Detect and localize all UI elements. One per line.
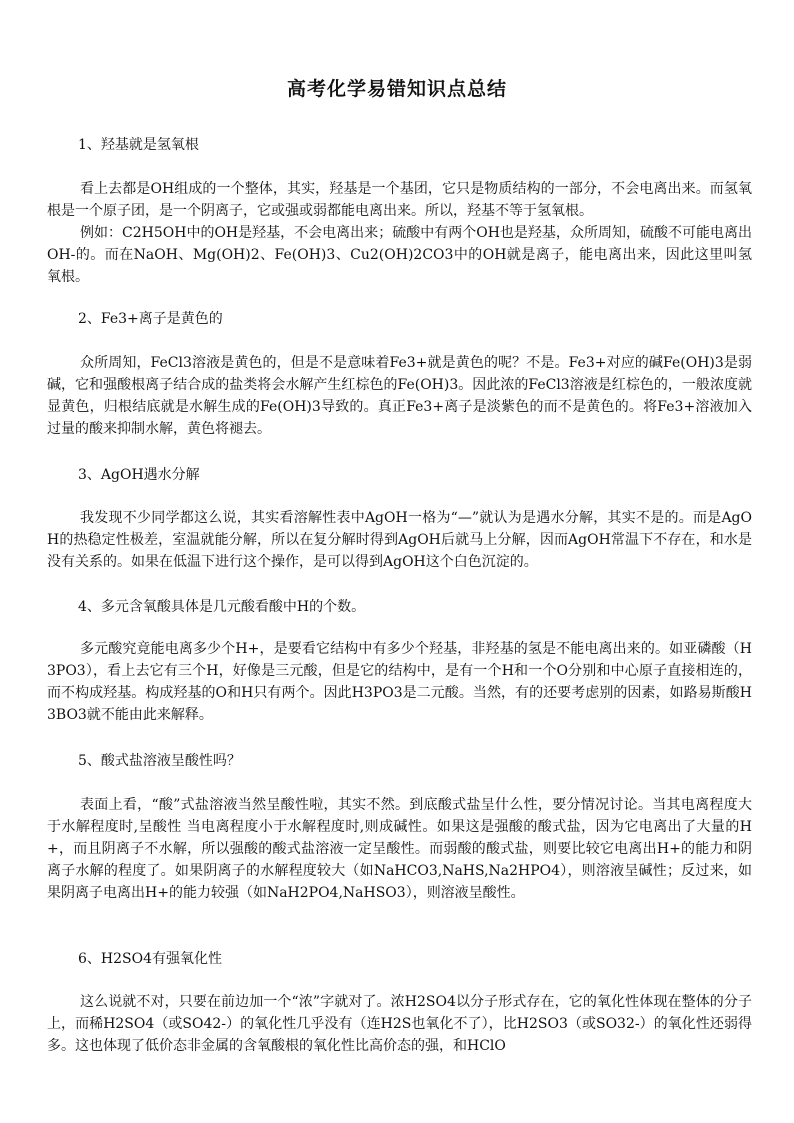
section-heading-1: 1、羟基就是氢氧根 <box>78 137 199 153</box>
section-3-paragraph-1: 我发现不少同学都这么说，其实看溶解性表中AgOH一格为“—”就认为是遇水分解，其实不是的。而是AgOH的热稳定性极差，室温就能分解，所以在复分解时得到AgOH后就马上分解，因而AgOH常温下不存在，和水是没有关系的。如果在低温下进行这个操作，是可以得到AgOH这个白色沉淀的。 <box>47 510 752 570</box>
section-4-paragraph-1: 多元酸究竟能电离多少个H+，是要看它结构中有多少个羟基，非羟基的氢是不能电离出来的。如亚磷酸（H3PO3），看上去它有三个H，好像是三元酸，但是它的结构中，是有一个H和一个O分别和中心原子直接相连的，而不构成羟基。构成羟基的O和H只有两个。因此H3PO3是二元酸。当然，有的还要考虑别的因素，如路易斯酸H3BO3就不能由此来解释。 <box>47 641 752 723</box>
section-heading-5: 5、酸式盐溶液呈酸性吗？ <box>78 753 241 769</box>
section-2-paragraph-1: 众所周知，FeCl3溶液是黄色的，但是不是意味着Fe3+就是黄色的呢？不是。Fe3+对应的碱Fe(OH)3是弱碱，它和强酸根离子结合成的盐类将会水解产生红棕色的Fe(OH)3。因此浓的FeCl3溶液是红棕色的，一般浓度就显黄色，归根结底就是水解生成的Fe(OH)3导致的。真正Fe3+离子是淡紫色的而不是黄色的。将Fe3+溶液加入过量的酸来抑制水解，黄色将褪去。 <box>47 355 752 437</box>
section-1-paragraph-2: 例如：C2H5OH中的OH是羟基，不会电离出来；硫酸中有两个OH也是羟基，众所周知，硫酸不可能电离出OH-的。而在NaOH、Mg(OH)2、Fe(OH)3、Cu2(OH)2CO3中的OH就是离子，能电离出来，因此这里叫氢氧根。 <box>47 225 752 285</box>
document-title: 高考化学易错知识点总结 <box>286 78 507 100</box>
section-6-paragraph-1: 这么说就不对，只要在前边加一个“浓”字就对了。浓H2SO4以分子形式存在，它的氧化性体现在整体的分子上，而稀H2SO4（或SO42-）的氧化性几乎没有（连H2S也氧化不了），比H2SO3（或SO32-）的氧化性还弱得多。这也体现了低价态非金属的含氧酸根的氧化性比高价态的强，和HClO <box>47 994 752 1054</box>
section-1-paragraph-1: 看上去都是OH组成的一个整体，其实，羟基是一个基团，它只是物质结构的一部分，不会电离出来。而氢氧根是一个原子团，是一个阴离子，它或强或弱都能电离出来。所以，羟基不等于氢氧根。 <box>47 181 752 219</box>
section-heading-2: 2、Fe3+离子是黄色的 <box>78 311 223 327</box>
section-heading-6: 6、H2SO4有强氧化性 <box>78 951 222 967</box>
section-heading-4: 4、多元含氧酸具体是几元酸看酸中H的个数。 <box>78 599 366 615</box>
section-heading-3: 3、AgOH遇水分解 <box>78 467 200 483</box>
section-5-paragraph-1: 表面上看，“酸”式盐溶液当然呈酸性啦，其实不然。到底酸式盐呈什么性，要分情况讨论。当其电离程度大于水解程度时,呈酸性 当电离程度小于水解程度时,则成碱性。如果这是强酸的酸式盐，因为它电离出了大量的H+，而且阴离子不水解，所以强酸的酸式盐溶液一定呈酸性。而弱酸的酸式盐，则要比较它电离出H+的能力和阴离子水解的程度了。如果阴离子的水解程度较大（如NaHCO3,NaHS,Na2HPO4），则溶液呈碱性；反过来，如果阴离子电离出H+的能力较强（如NaH2PO4,NaHSO3），则溶液呈酸性。 <box>47 797 752 901</box>
